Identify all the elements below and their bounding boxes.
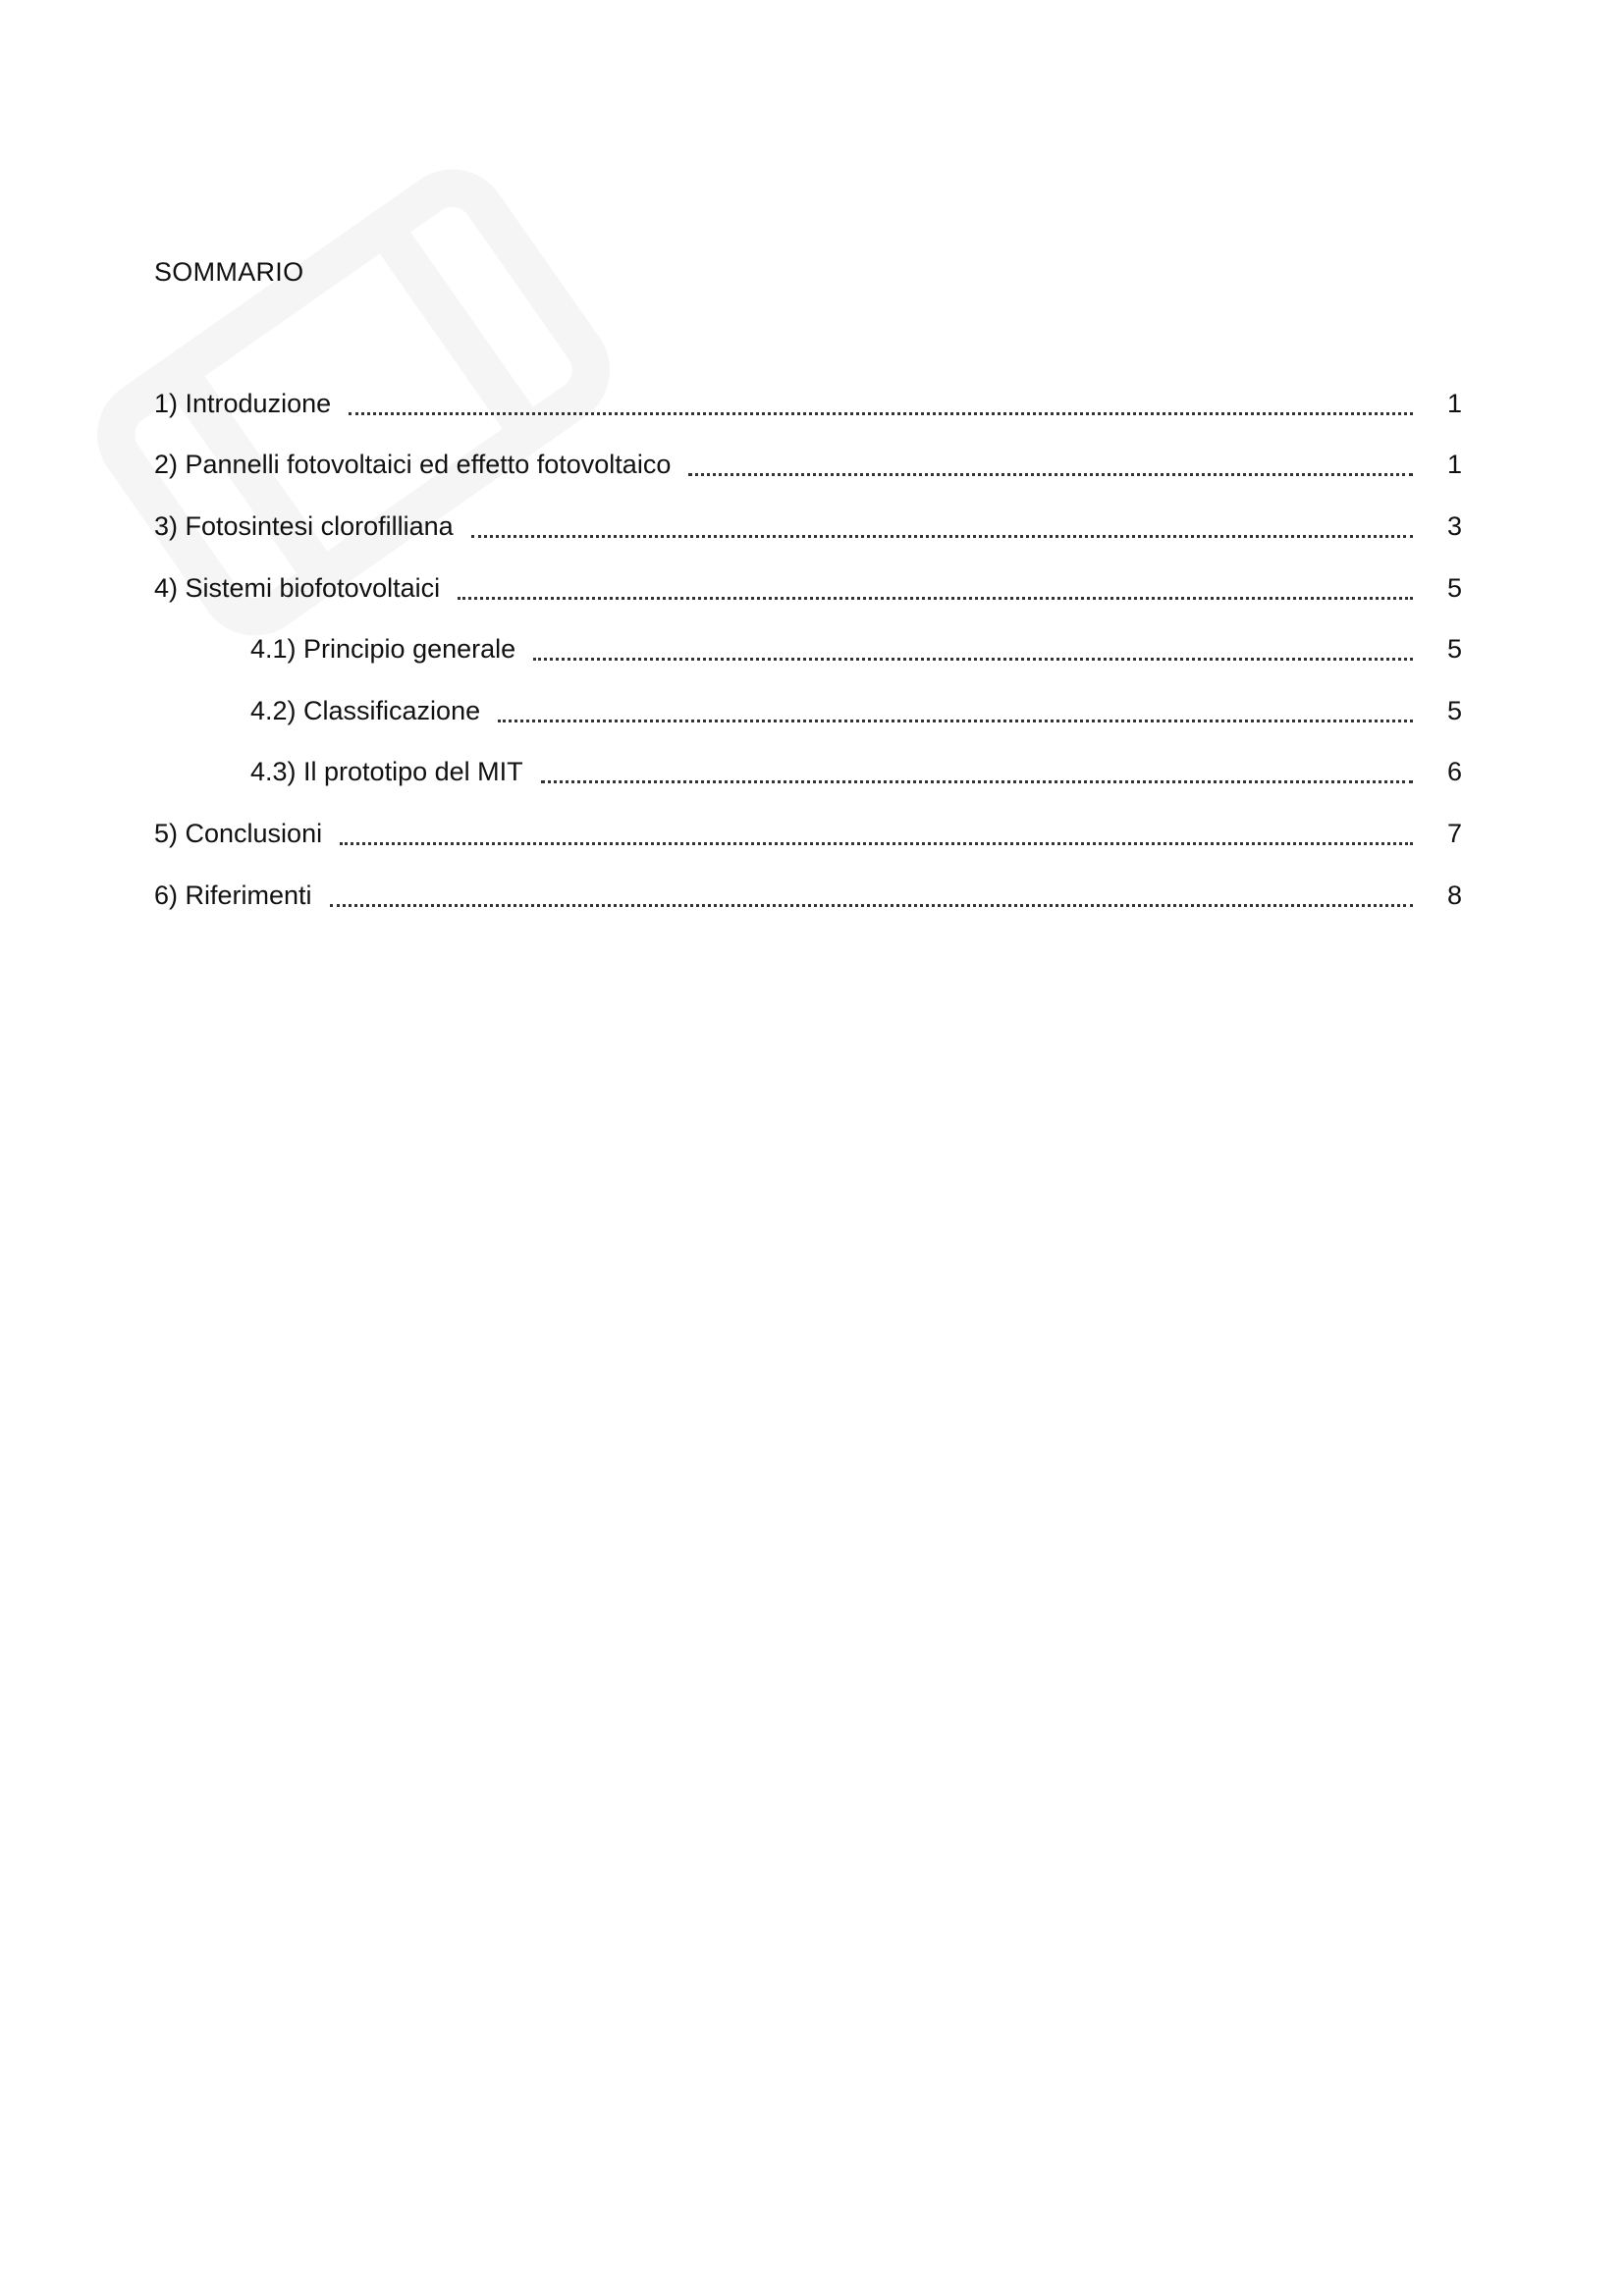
toc-entry[interactable] bbox=[154, 373, 1462, 435]
toc-subentry[interactable] bbox=[154, 742, 1462, 804]
toc-entry-label: 3) Fotosintesi clorofilliana bbox=[154, 510, 454, 541]
toc-entry-label: 4.2) Classificazione bbox=[250, 695, 481, 725]
toc-leader-dots bbox=[498, 718, 1413, 722]
toc-leader-dots bbox=[330, 902, 1413, 907]
toc-leader-dots bbox=[458, 595, 1413, 600]
toc-leader-dots bbox=[471, 533, 1413, 538]
toc-entry-label: 4.1) Principio generale bbox=[250, 634, 516, 665]
toc-entry-page: 5 bbox=[1446, 634, 1462, 665]
toc-entry-label: 4) Sistemi biofotovoltaici bbox=[154, 572, 441, 603]
toc-leader-dots bbox=[533, 656, 1413, 661]
toc-entry-page: 5 bbox=[1446, 572, 1462, 603]
toc-entry-page: 8 bbox=[1446, 880, 1462, 910]
toc-entry-label: 5) Conclusioni bbox=[154, 818, 323, 848]
toc-entry-page: 6 bbox=[1446, 757, 1462, 787]
table-of-contents bbox=[154, 373, 1462, 926]
toc-entry-label: 1) Introduzione bbox=[154, 388, 332, 418]
toc-entry-page: 1 bbox=[1446, 388, 1462, 418]
toc-entry-page: 5 bbox=[1446, 695, 1462, 725]
toc-leader-dots bbox=[349, 410, 1413, 415]
toc-title: SOMMARIO bbox=[154, 257, 304, 287]
toc-entry[interactable] bbox=[154, 435, 1462, 497]
toc-leader-dots bbox=[688, 471, 1413, 476]
toc-entry-label: 6) Riferimenti bbox=[154, 880, 312, 910]
toc-entry-page: 7 bbox=[1446, 818, 1462, 848]
toc-entry[interactable] bbox=[154, 803, 1462, 865]
toc-entry-page: 1 bbox=[1446, 450, 1462, 480]
toc-leader-dots bbox=[541, 778, 1413, 783]
toc-entry-label: 2) Pannelli fotovoltaici ed effetto fotovoltaico bbox=[154, 450, 672, 480]
toc-entry[interactable] bbox=[154, 865, 1462, 927]
toc-leader-dots bbox=[340, 840, 1413, 845]
toc-entry[interactable] bbox=[154, 558, 1462, 619]
toc-entry-label: 4.3) Il prototipo del MIT bbox=[250, 757, 523, 787]
toc-subentry[interactable] bbox=[154, 680, 1462, 742]
toc-entry[interactable] bbox=[154, 496, 1462, 558]
toc-entry-page: 3 bbox=[1446, 510, 1462, 541]
toc-subentry[interactable] bbox=[154, 618, 1462, 680]
